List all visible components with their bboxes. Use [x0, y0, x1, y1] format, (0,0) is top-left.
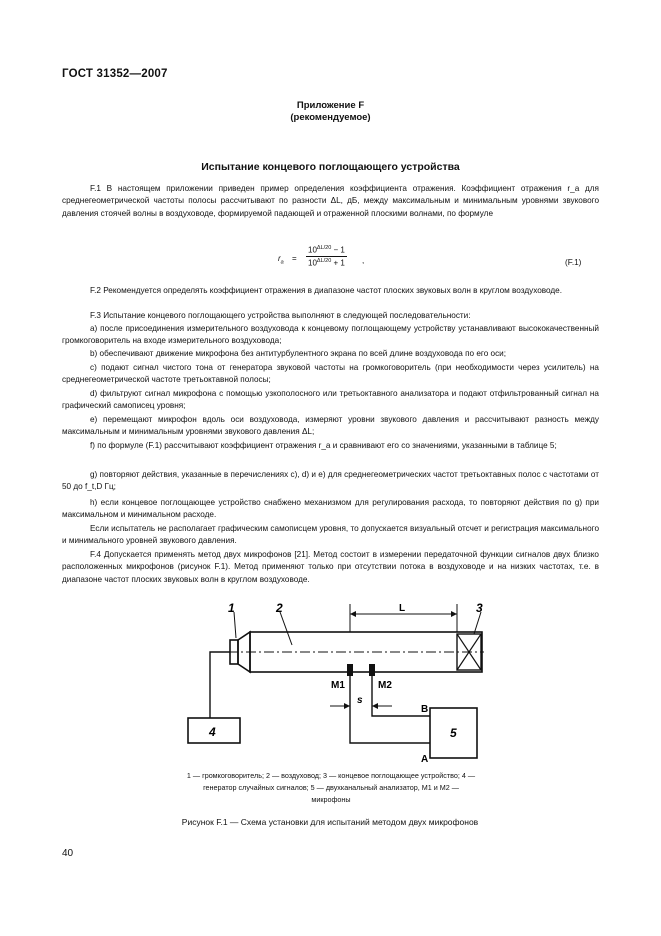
paragraph-f3: F.3 Испытание концевого поглощающего устройства выполняют в следующей последовательности:	[90, 311, 471, 320]
fig-label-s: s	[357, 695, 363, 706]
formula-label: (F.1)	[565, 258, 582, 267]
fig-label-4: 4	[209, 725, 216, 739]
document-header: ГОСТ 31352—2007	[62, 68, 168, 80]
list-item-e: e) перемещают микрофон вдоль оси воздуховода, измеряют уровни звукового давления и рассчитывают разность между максимальным и минимальным уровнями звукового давления ΔL;	[62, 415, 599, 437]
paragraph-text: F.1 В настоящем приложении приведен пример определения коэффициента отражения. Коэффициент отражения r_a для среднегеометрической частоты полосы рассчитывают по разности ΔL, дБ, между максимальным и минимальным уровнями звукового давления стоячей волны в воздуховоде, формируемой падающей и отраженной плоскими волнами, по формуле	[62, 184, 599, 218]
fig-label-M1: M1	[331, 680, 345, 691]
formula-eq: =	[292, 254, 297, 263]
appendix-status: (рекомендуемое)	[290, 112, 371, 123]
microphone-m1	[347, 664, 353, 676]
list-item-h: h) если концевое поглощающее устройство снабжено механизмом для регулирования расхода, то повторяют действия по g) при максимальном и минимальном расходе.	[62, 498, 599, 520]
list-item-b: b) обеспечивают движение микрофона без антитурбулентного экрана по всей длине воздуховода по его оси;	[90, 349, 507, 358]
list-item-a: a) после присоединения измерительного воздуховода к концевому поглощающему устройству устанавливают высококачественный громкоговоритель на входе измерительного воздуховода;	[62, 324, 599, 346]
fig-label-L: L	[399, 603, 406, 614]
paragraph-f2: F.2 Рекомендуется определять коэффициент отражения в диапазоне частот плоских звуковых волн в круглом воздуховоде.	[90, 286, 562, 295]
list-item-g: g) повторяют действия, указанные в перечислениях c), d) и e) для среднегеометрических частот третьоктавных полос с частотами от 50 до f_t,D Гц;	[62, 470, 599, 492]
list-item-f: f) по формуле (F.1) рассчитывают коэффициент отражения r_a и сравнивают его со значениями, указанными в таблице 5;	[90, 441, 557, 450]
figure-caption: Рисунок F.1 — Схема установки для испытаний методом двух микрофонов	[181, 817, 479, 827]
fig-label-M2: M2	[378, 680, 392, 691]
appendix-title: Приложение F	[296, 100, 365, 111]
paragraph-f4: F.4 Допускается применять метод двух микрофонов [21]. Метод состоит в измерении передаточной функции сигналов двух близко расположенных микрофонов (рисунок F.1). Метод применяют только при отсутствии потока в воздуховоде и на низких частотах, т.е. в диапазоне частот плоских звуковых волн в круглом воздуховоде.	[62, 550, 599, 584]
formula-denominator: $10^{\Delta L/20} + 1$	[308, 257, 345, 268]
paragraph-note: Если испытатель не располагает графическим самописцем уровня, то допускается визуальный отсчет и регистрация максимального и минимального уровней звукового давления.	[62, 524, 599, 546]
fig-label-5: 5	[450, 726, 457, 740]
formula-lhs: $r_a$	[278, 254, 284, 266]
page-number: 40	[62, 848, 74, 859]
list-item-c: c) подают сигнал чистого тона от генератора звуковой частоты на громкоговоритель (при необходимости через усилитель) на среднегеометрической частоте третьоктавной полосы;	[62, 363, 599, 385]
fig-label-3: 3	[476, 601, 483, 615]
microphone-m2	[369, 664, 375, 676]
figure-legend: 1 — громкоговоритель; 2 — воздуховод; 3 — концевое поглощающее устройство; 4 — генератор случайных сигналов; 5 — двухканальный анализатор, M1 и M2 — микрофоны	[186, 771, 476, 804]
fig-label-A: A	[421, 754, 429, 765]
list-item-d: d) фильтруют сигнал микрофона с помощью узкополосного или третьоктавного анализатора и подают отфильтрованный сигнал на графический самописец уровня;	[62, 389, 599, 411]
formula-numerator: $10^{\Delta L/20} - 1$	[308, 245, 345, 255]
fig-label-1: 1	[228, 601, 235, 615]
section-title: Испытание концевого поглощающего устройства	[201, 161, 460, 173]
fig-label-2: 2	[276, 601, 283, 615]
formula-end: ,	[362, 256, 365, 265]
fig-label-B: B	[421, 704, 429, 715]
